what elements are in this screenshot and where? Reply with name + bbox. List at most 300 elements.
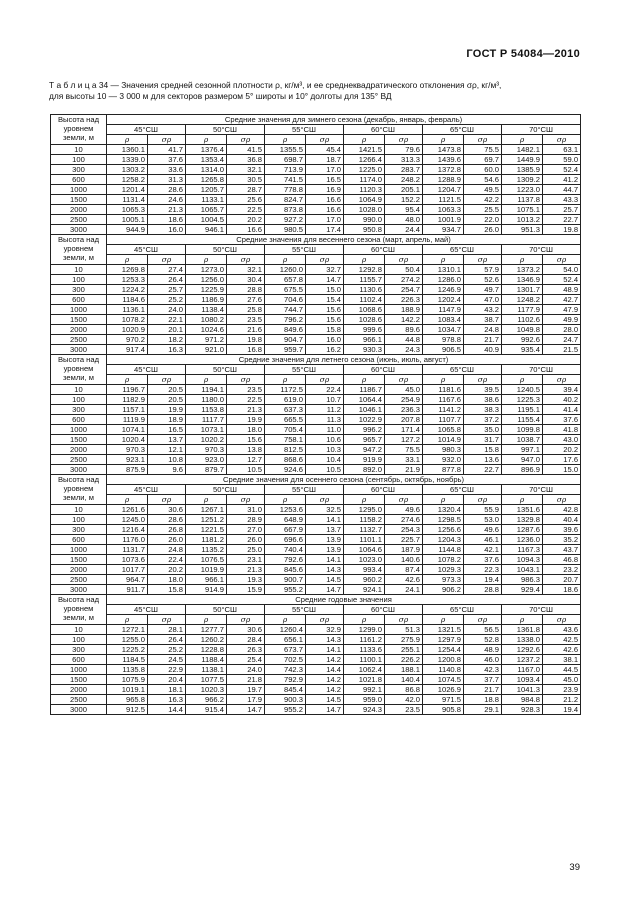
value-cell: 996.2 (344, 425, 385, 435)
value-cell: 22.5 (227, 395, 265, 405)
value-cell: 20.2 (543, 445, 581, 455)
value-cell: 21.9 (385, 465, 423, 475)
value-cell: 1022.9 (344, 415, 385, 425)
symbol-header-row (51, 495, 581, 505)
value-cell: 1223.0 (502, 185, 543, 195)
sigma-symbol: σρ (227, 615, 265, 625)
section-title: Средние значения для весеннего сезона (март, апрель, май) (107, 235, 581, 245)
rho-symbol: ρ (107, 495, 148, 505)
value-cell: 1260.0 (265, 265, 306, 275)
value-cell: 226.2 (385, 655, 423, 665)
value-cell: 236.3 (385, 405, 423, 415)
value-cell: 921.0 (186, 345, 227, 355)
value-cell: 49.9 (543, 315, 581, 325)
stub-header: Высота над уровнем земли, м (51, 235, 107, 265)
table-row (51, 695, 581, 705)
value-cell: 1028.6 (344, 315, 385, 325)
value-cell: 29.1 (464, 705, 502, 715)
value-cell: 10.6 (306, 435, 344, 445)
table-row (51, 555, 581, 565)
value-cell: 944.9 (107, 225, 148, 235)
value-cell: 46.0 (464, 655, 502, 665)
height-cell: 1000 (51, 545, 107, 555)
value-cell: 1020.2 (186, 435, 227, 445)
value-cell: 18.6 (148, 215, 186, 225)
value-cell: 990.0 (344, 215, 385, 225)
value-cell: 924.6 (265, 465, 306, 475)
table-row (51, 505, 581, 515)
sigma-symbol: σρ (306, 495, 344, 505)
value-cell: 38.1 (543, 655, 581, 665)
value-cell: 33.6 (148, 165, 186, 175)
value-cell: 742.3 (265, 665, 306, 675)
value-cell: 704.6 (265, 295, 306, 305)
value-cell: 1221.5 (186, 525, 227, 535)
value-cell: 11.0 (306, 425, 344, 435)
value-cell: 14.7 (306, 585, 344, 595)
latitude-header: 65°СШ (423, 365, 502, 375)
value-cell: 16.6 (227, 225, 265, 235)
value-cell: 1320.4 (423, 505, 464, 515)
sigma-symbol: σρ (385, 135, 423, 145)
value-cell: 171.4 (385, 425, 423, 435)
value-cell: 1140.8 (423, 665, 464, 675)
value-cell: 1005.1 (107, 215, 148, 225)
value-cell: 21.6 (227, 325, 265, 335)
value-cell: 927.2 (265, 215, 306, 225)
value-cell: 1075.9 (107, 675, 148, 685)
table-row (51, 165, 581, 175)
value-cell: 906.2 (423, 585, 464, 595)
value-cell: 42.6 (543, 645, 581, 655)
value-cell: 9.6 (148, 465, 186, 475)
value-cell: 1167.6 (423, 395, 464, 405)
table-row (51, 585, 581, 595)
value-cell: 1253.3 (107, 275, 148, 285)
section-title-row (51, 595, 581, 605)
rho-symbol: ρ (502, 615, 543, 625)
value-cell: 1225.2 (107, 645, 148, 655)
value-cell: 24.6 (148, 195, 186, 205)
section-title-row (51, 475, 581, 485)
value-cell: 1167.3 (502, 545, 543, 555)
value-cell: 619.0 (265, 395, 306, 405)
table-row (51, 575, 581, 585)
value-cell: 1020.3 (186, 685, 227, 695)
value-cell: 955.2 (265, 585, 306, 595)
value-cell: 1237.2 (502, 655, 543, 665)
value-cell: 22.1 (148, 315, 186, 325)
height-cell: 1500 (51, 555, 107, 565)
value-cell: 21.5 (543, 345, 581, 355)
value-cell: 188.1 (385, 665, 423, 675)
value-cell: 75.5 (385, 445, 423, 455)
value-cell: 1138.1 (186, 665, 227, 675)
value-cell: 15.9 (227, 585, 265, 595)
value-cell: 16.0 (306, 335, 344, 345)
value-cell: 20.2 (227, 215, 265, 225)
value-cell: 1153.8 (186, 405, 227, 415)
value-cell: 15.8 (148, 585, 186, 595)
value-cell: 21.7 (464, 685, 502, 695)
height-cell: 300 (51, 525, 107, 535)
symbol-header-row (51, 615, 581, 625)
sigma-symbol: σρ (227, 135, 265, 145)
value-cell: 20.5 (148, 395, 186, 405)
value-cell: 1064.6 (344, 545, 385, 555)
value-cell: 43.7 (543, 545, 581, 555)
value-cell: 934.7 (423, 225, 464, 235)
rho-symbol: ρ (344, 375, 385, 385)
value-cell: 1073.1 (186, 425, 227, 435)
sigma-symbol: σρ (148, 375, 186, 385)
value-cell: 849.6 (265, 325, 306, 335)
value-cell: 10.4 (306, 455, 344, 465)
value-cell: 959.0 (344, 695, 385, 705)
value-cell: 900.3 (265, 695, 306, 705)
value-cell: 1251.2 (186, 515, 227, 525)
value-cell: 1273.0 (186, 265, 227, 275)
latitude-header-row (51, 605, 581, 615)
latitude-header-row (51, 245, 581, 255)
value-cell: 986.3 (502, 575, 543, 585)
value-cell: 1269.8 (107, 265, 148, 275)
value-cell: 26.0 (148, 535, 186, 545)
table-row (51, 545, 581, 555)
value-cell: 1321.5 (423, 625, 464, 635)
value-cell: 25.2 (148, 295, 186, 305)
value-cell: 1068.6 (344, 305, 385, 315)
value-cell: 1117.7 (186, 415, 227, 425)
value-cell: 1120.3 (344, 185, 385, 195)
value-cell: 27.6 (227, 295, 265, 305)
height-cell: 2500 (51, 215, 107, 225)
value-cell: 1329.8 (502, 515, 543, 525)
value-cell: 1353.4 (186, 155, 227, 165)
value-cell: 37.6 (148, 155, 186, 165)
latitude-header: 55°СШ (265, 245, 344, 255)
value-cell: 1184.5 (107, 655, 148, 665)
value-cell: 63.1 (543, 145, 581, 155)
value-cell: 1248.2 (502, 295, 543, 305)
value-cell: 1176.0 (107, 535, 148, 545)
table-row (51, 465, 581, 475)
value-cell: 37.2 (464, 415, 502, 425)
value-cell: 960.2 (344, 575, 385, 585)
latitude-header: 70°СШ (502, 365, 581, 375)
value-cell: 1360.1 (107, 145, 148, 155)
value-cell: 20.2 (148, 565, 186, 575)
height-cell: 100 (51, 155, 107, 165)
value-cell: 55.9 (464, 505, 502, 515)
height-cell: 2000 (51, 325, 107, 335)
document-header: ГОСТ Р 54084—2010 (466, 48, 580, 60)
value-cell: 24.4 (385, 225, 423, 235)
latitude-header: 65°СШ (423, 605, 502, 615)
value-cell: 10.8 (148, 455, 186, 465)
value-cell: 274.2 (385, 275, 423, 285)
rho-symbol: ρ (107, 135, 148, 145)
value-cell: 875.9 (107, 465, 148, 475)
value-cell: 18.7 (306, 155, 344, 165)
value-cell: 1254.4 (423, 645, 464, 655)
rho-symbol: ρ (423, 255, 464, 265)
value-cell: 21.3 (148, 205, 186, 215)
value-cell: 713.9 (265, 165, 306, 175)
table-row (51, 655, 581, 665)
height-cell: 100 (51, 635, 107, 645)
value-cell: 667.9 (265, 525, 306, 535)
sigma-symbol: σρ (385, 255, 423, 265)
value-cell: 1184.6 (107, 295, 148, 305)
rho-symbol: ρ (265, 615, 306, 625)
value-cell: 25.5 (464, 205, 502, 215)
value-cell: 932.0 (423, 455, 464, 465)
value-cell: 1309.2 (502, 175, 543, 185)
value-cell: 1094.3 (502, 555, 543, 565)
value-cell: 19.3 (227, 575, 265, 585)
value-cell: 10.3 (306, 445, 344, 455)
value-cell: 1136.1 (107, 305, 148, 315)
value-cell: 1158.2 (344, 515, 385, 525)
value-cell: 16.3 (148, 345, 186, 355)
latitude-header: 65°СШ (423, 245, 502, 255)
value-cell: 275.9 (385, 635, 423, 645)
value-cell: 48.9 (464, 645, 502, 655)
value-cell: 824.7 (265, 195, 306, 205)
value-cell: 18.6 (543, 585, 581, 595)
latitude-header: 55°СШ (265, 605, 344, 615)
value-cell: 970.3 (107, 445, 148, 455)
value-cell: 900.7 (265, 575, 306, 585)
value-cell: 970.3 (186, 445, 227, 455)
caption-line-2: для высоты 10 — 3 000 м для секторов размером 5° широты и 10° долготы для 135° ВД (49, 91, 392, 101)
value-cell: 22.9 (148, 665, 186, 675)
value-cell: 187.9 (385, 545, 423, 555)
value-cell: 947.2 (344, 445, 385, 455)
value-cell: 32.1 (227, 265, 265, 275)
height-cell: 300 (51, 405, 107, 415)
value-cell: 971.5 (423, 695, 464, 705)
value-cell: 1439.6 (423, 155, 464, 165)
value-cell: 1064.4 (344, 395, 385, 405)
value-cell: 15.8 (464, 445, 502, 455)
sigma-symbol: σρ (148, 615, 186, 625)
value-cell: 23.5 (385, 705, 423, 715)
value-cell: 1346.9 (502, 275, 543, 285)
value-cell: 28.0 (543, 325, 581, 335)
rho-symbol: ρ (265, 135, 306, 145)
value-cell: 51.3 (385, 625, 423, 635)
value-cell: 16.3 (148, 695, 186, 705)
value-cell: 54.0 (543, 265, 581, 275)
value-cell: 10.5 (227, 465, 265, 475)
value-cell: 225.7 (385, 535, 423, 545)
value-cell: 28.6 (148, 515, 186, 525)
stub-header: Высота над уровнем земли, м (51, 595, 107, 625)
value-cell: 44.8 (385, 335, 423, 345)
value-cell: 38.3 (464, 405, 502, 415)
value-cell: 43.6 (543, 625, 581, 635)
value-cell: 26.0 (227, 535, 265, 545)
table-row (51, 205, 581, 215)
value-cell: 758.1 (265, 435, 306, 445)
value-cell: 1204.3 (423, 535, 464, 545)
value-cell: 28.6 (148, 185, 186, 195)
latitude-header-row (51, 365, 581, 375)
latitude-header: 50°СШ (186, 365, 265, 375)
value-cell: 1361.8 (502, 625, 543, 635)
value-cell: 1028.0 (344, 205, 385, 215)
value-cell: 37.7 (464, 675, 502, 685)
value-cell: 992.6 (502, 335, 543, 345)
value-cell: 1078.2 (423, 555, 464, 565)
rho-symbol: ρ (344, 255, 385, 265)
value-cell: 20.7 (543, 575, 581, 585)
value-cell: 26.4 (148, 275, 186, 285)
value-cell: 15.6 (227, 435, 265, 445)
latitude-header: 50°СШ (186, 605, 265, 615)
value-cell: 1385.9 (502, 165, 543, 175)
value-cell: 254.3 (385, 525, 423, 535)
value-cell: 56.5 (464, 625, 502, 635)
value-cell: 31.0 (227, 505, 265, 515)
rho-symbol: ρ (186, 375, 227, 385)
value-cell: 879.7 (186, 465, 227, 475)
value-cell: 14.5 (306, 695, 344, 705)
value-cell: 18.0 (148, 575, 186, 585)
value-cell: 1075.1 (502, 205, 543, 215)
height-cell: 100 (51, 275, 107, 285)
value-cell: 45.0 (385, 385, 423, 395)
value-cell: 15.0 (543, 465, 581, 475)
value-cell: 1260.2 (186, 635, 227, 645)
latitude-header: 50°СШ (186, 245, 265, 255)
value-cell: 1083.4 (423, 315, 464, 325)
value-cell: 41.4 (543, 405, 581, 415)
sigma-symbol: σρ (306, 135, 344, 145)
value-cell: 999.6 (344, 325, 385, 335)
latitude-header: 60°СШ (344, 485, 423, 495)
value-cell: 970.2 (107, 335, 148, 345)
value-cell: 23.9 (543, 685, 581, 695)
height-cell: 1000 (51, 425, 107, 435)
value-cell: 42.2 (464, 195, 502, 205)
value-cell: 54.6 (464, 175, 502, 185)
value-cell: 14.3 (306, 635, 344, 645)
height-cell: 1500 (51, 315, 107, 325)
value-cell: 1287.6 (502, 525, 543, 535)
value-cell: 19.9 (227, 415, 265, 425)
value-cell: 14.2 (306, 675, 344, 685)
value-cell: 28.1 (148, 625, 186, 635)
value-cell: 1099.8 (502, 425, 543, 435)
value-cell: 1135.2 (186, 545, 227, 555)
value-cell: 1267.1 (186, 505, 227, 515)
value-cell: 25.4 (227, 655, 265, 665)
value-cell: 13.9 (306, 535, 344, 545)
value-cell: 15.0 (306, 285, 344, 295)
value-cell: 1144.8 (423, 545, 464, 555)
section-title: Средние годовые значения (107, 595, 581, 605)
value-cell: 950.8 (344, 225, 385, 235)
value-cell: 966.1 (186, 575, 227, 585)
value-cell: 1372.8 (423, 165, 464, 175)
value-cell: 24.3 (385, 345, 423, 355)
value-cell: 896.9 (502, 465, 543, 475)
value-cell: 45.0 (543, 675, 581, 685)
value-cell: 22.0 (464, 215, 502, 225)
height-cell: 3000 (51, 705, 107, 715)
value-cell: 1255.0 (107, 635, 148, 645)
table-row (51, 225, 581, 235)
value-cell: 42.0 (385, 695, 423, 705)
value-cell: 18.8 (464, 695, 502, 705)
value-cell: 1021.8 (344, 675, 385, 685)
value-cell: 14.2 (306, 685, 344, 695)
value-cell: 39.5 (464, 385, 502, 395)
value-cell: 47.9 (543, 305, 581, 315)
value-cell: 1147.9 (423, 305, 464, 315)
table-row (51, 335, 581, 345)
value-cell: 274.6 (385, 515, 423, 525)
height-cell: 1000 (51, 305, 107, 315)
sigma-symbol: σρ (464, 375, 502, 385)
value-cell: 26.8 (148, 525, 186, 535)
height-cell: 600 (51, 295, 107, 305)
value-cell: 778.8 (265, 185, 306, 195)
height-cell: 2500 (51, 335, 107, 345)
value-cell: 1188.4 (186, 655, 227, 665)
value-cell: 1288.9 (423, 175, 464, 185)
value-cell: 919.9 (344, 455, 385, 465)
value-cell: 1141.2 (423, 405, 464, 415)
value-cell: 14.1 (306, 515, 344, 525)
sigma-symbol: σρ (385, 615, 423, 625)
value-cell: 22.7 (543, 215, 581, 225)
value-cell: 23.5 (227, 315, 265, 325)
table-row (51, 675, 581, 685)
value-cell: 19.7 (227, 685, 265, 695)
value-cell: 39.6 (543, 525, 581, 535)
value-cell: 1157.1 (107, 405, 148, 415)
value-cell: 912.5 (107, 705, 148, 715)
value-cell: 904.7 (265, 335, 306, 345)
value-cell: 13.7 (306, 525, 344, 535)
value-cell: 14.5 (306, 575, 344, 585)
value-cell: 1102.6 (502, 315, 543, 325)
value-cell: 14.4 (306, 665, 344, 675)
section-title: Средние значения для осеннего сезона (сентябрь, октябрь, ноябрь) (107, 475, 581, 485)
value-cell: 1017.7 (107, 565, 148, 575)
value-cell: 1078.2 (107, 315, 148, 325)
latitude-header: 55°СШ (265, 125, 344, 135)
value-cell: 13.8 (227, 445, 265, 455)
value-cell: 906.5 (423, 345, 464, 355)
value-cell: 1272.1 (107, 625, 148, 635)
value-cell: 44.7 (543, 185, 581, 195)
latitude-header: 60°СШ (344, 245, 423, 255)
value-cell: 28.7 (227, 185, 265, 195)
sigma-symbol: σρ (306, 255, 344, 265)
rho-symbol: ρ (344, 615, 385, 625)
value-cell: 53.0 (464, 515, 502, 525)
height-cell: 2000 (51, 205, 107, 215)
value-cell: 1376.4 (186, 145, 227, 155)
value-cell: 32.9 (306, 625, 344, 635)
value-cell: 868.6 (265, 455, 306, 465)
value-cell: 17.0 (306, 165, 344, 175)
